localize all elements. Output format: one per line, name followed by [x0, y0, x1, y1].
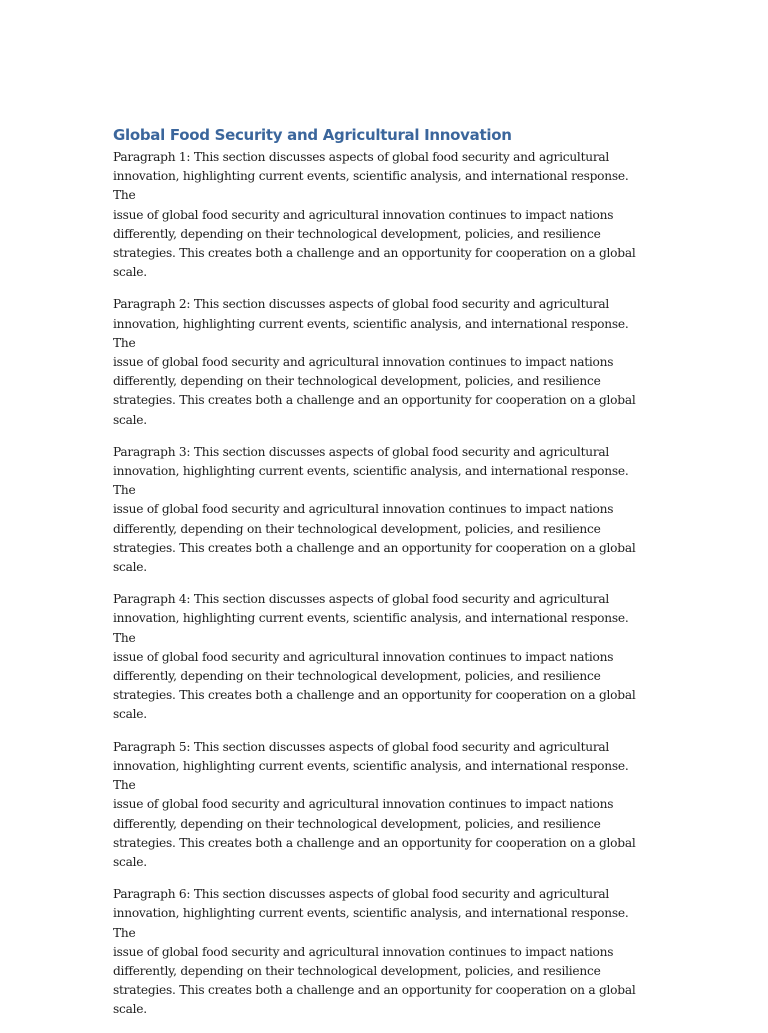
paragraph-6	[113, 885, 653, 1019]
paragraph-line: innovation, highlighting current events, scientific analysis, and international response. The	[113, 611, 629, 645]
paragraph-line: issue of global food security and agricultural innovation continues to impact nations	[113, 502, 614, 517]
paragraph-line: innovation, highlighting current events, scientific analysis, and international response. The	[113, 464, 629, 498]
paragraph-line: strategies. This creates both a challenge and an opportunity for cooperation on a global	[113, 246, 636, 261]
paragraph-line: strategies. This creates both a challenge and an opportunity for cooperation on a global	[113, 835, 636, 850]
paragraph-line: innovation, highlighting current events, scientific analysis, and international response. The	[113, 758, 629, 793]
paragraph-line: issue of global food security and agricultural innovation continues to impact nations	[113, 797, 614, 812]
paragraph-line: scale.	[113, 560, 147, 575]
paragraph-line: innovation, highlighting current events, scientific analysis, and international response. The	[113, 316, 629, 350]
paragraph-line: Paragraph 1: This section discusses aspects of global food security and agricultural	[113, 150, 610, 164]
document-page	[113, 126, 653, 1033]
paragraph-line: differently, depending on their technological development, policies, and resilience	[113, 226, 601, 241]
paragraph-line: differently, depending on their technological development, policies, and resilience	[113, 816, 601, 831]
document-body	[113, 148, 653, 1020]
paragraph-line: innovation, highlighting current events, scientific analysis, and international response. The	[113, 906, 629, 940]
paragraph-line: scale.	[113, 854, 147, 869]
paragraph-line: strategies. This creates both a challenge and an opportunity for cooperation on a global	[113, 688, 636, 703]
paragraph-1	[113, 148, 653, 282]
paragraph-line: scale.	[113, 265, 147, 280]
paragraph-line: issue of global food security and agricultural innovation continues to impact nations	[113, 649, 614, 664]
paragraph-4	[113, 590, 653, 724]
paragraph-line: strategies. This creates both a challenge and an opportunity for cooperation on a global	[113, 393, 636, 408]
paragraph-line: innovation, highlighting current events, scientific analysis, and international response. The	[113, 169, 629, 203]
paragraph-line: Paragraph 6: This section discusses aspects of global food security and agricultural	[113, 887, 610, 902]
paragraph-line: strategies. This creates both a challenge and an opportunity for cooperation on a global	[113, 983, 636, 998]
paragraph-line: differently, depending on their technological development, policies, and resilience	[113, 963, 601, 978]
paragraph-line: Paragraph 3: This section discusses aspects of global food security and agricultural	[113, 444, 610, 459]
paragraph-line: strategies. This creates both a challenge and an opportunity for cooperation on a global	[113, 540, 636, 555]
paragraph-5	[113, 738, 653, 872]
paragraph-line: scale.	[113, 412, 147, 427]
paragraph-2	[113, 295, 653, 429]
document-title: Global Food Security and Agricultural Innovation	[113, 126, 512, 144]
paragraph-line: differently, depending on their technological development, policies, and resilience	[113, 521, 601, 536]
paragraph-line: differently, depending on their technological development, policies, and resilience	[113, 374, 601, 389]
paragraph-line: differently, depending on their technological development, policies, and resilience	[113, 669, 601, 684]
paragraph-line: scale.	[113, 707, 147, 722]
paragraph-3	[113, 443, 653, 577]
paragraph-line: issue of global food security and agricultural innovation continues to impact nations	[113, 355, 614, 370]
paragraph-line: Paragraph 4: This section discusses aspects of global food security and agricultural	[113, 592, 610, 607]
paragraph-line: Paragraph 5: This section discusses aspects of global food security and agricultural	[113, 739, 610, 754]
paragraph-line: Paragraph 2: This section discusses aspects of global food security and agricultural	[113, 297, 610, 312]
paragraph-line: issue of global food security and agricultural innovation continues to impact nations	[113, 944, 614, 959]
paragraph-line: scale.	[113, 1002, 147, 1017]
paragraph-line: issue of global food security and agricultural innovation continues to impact nations	[113, 207, 614, 222]
